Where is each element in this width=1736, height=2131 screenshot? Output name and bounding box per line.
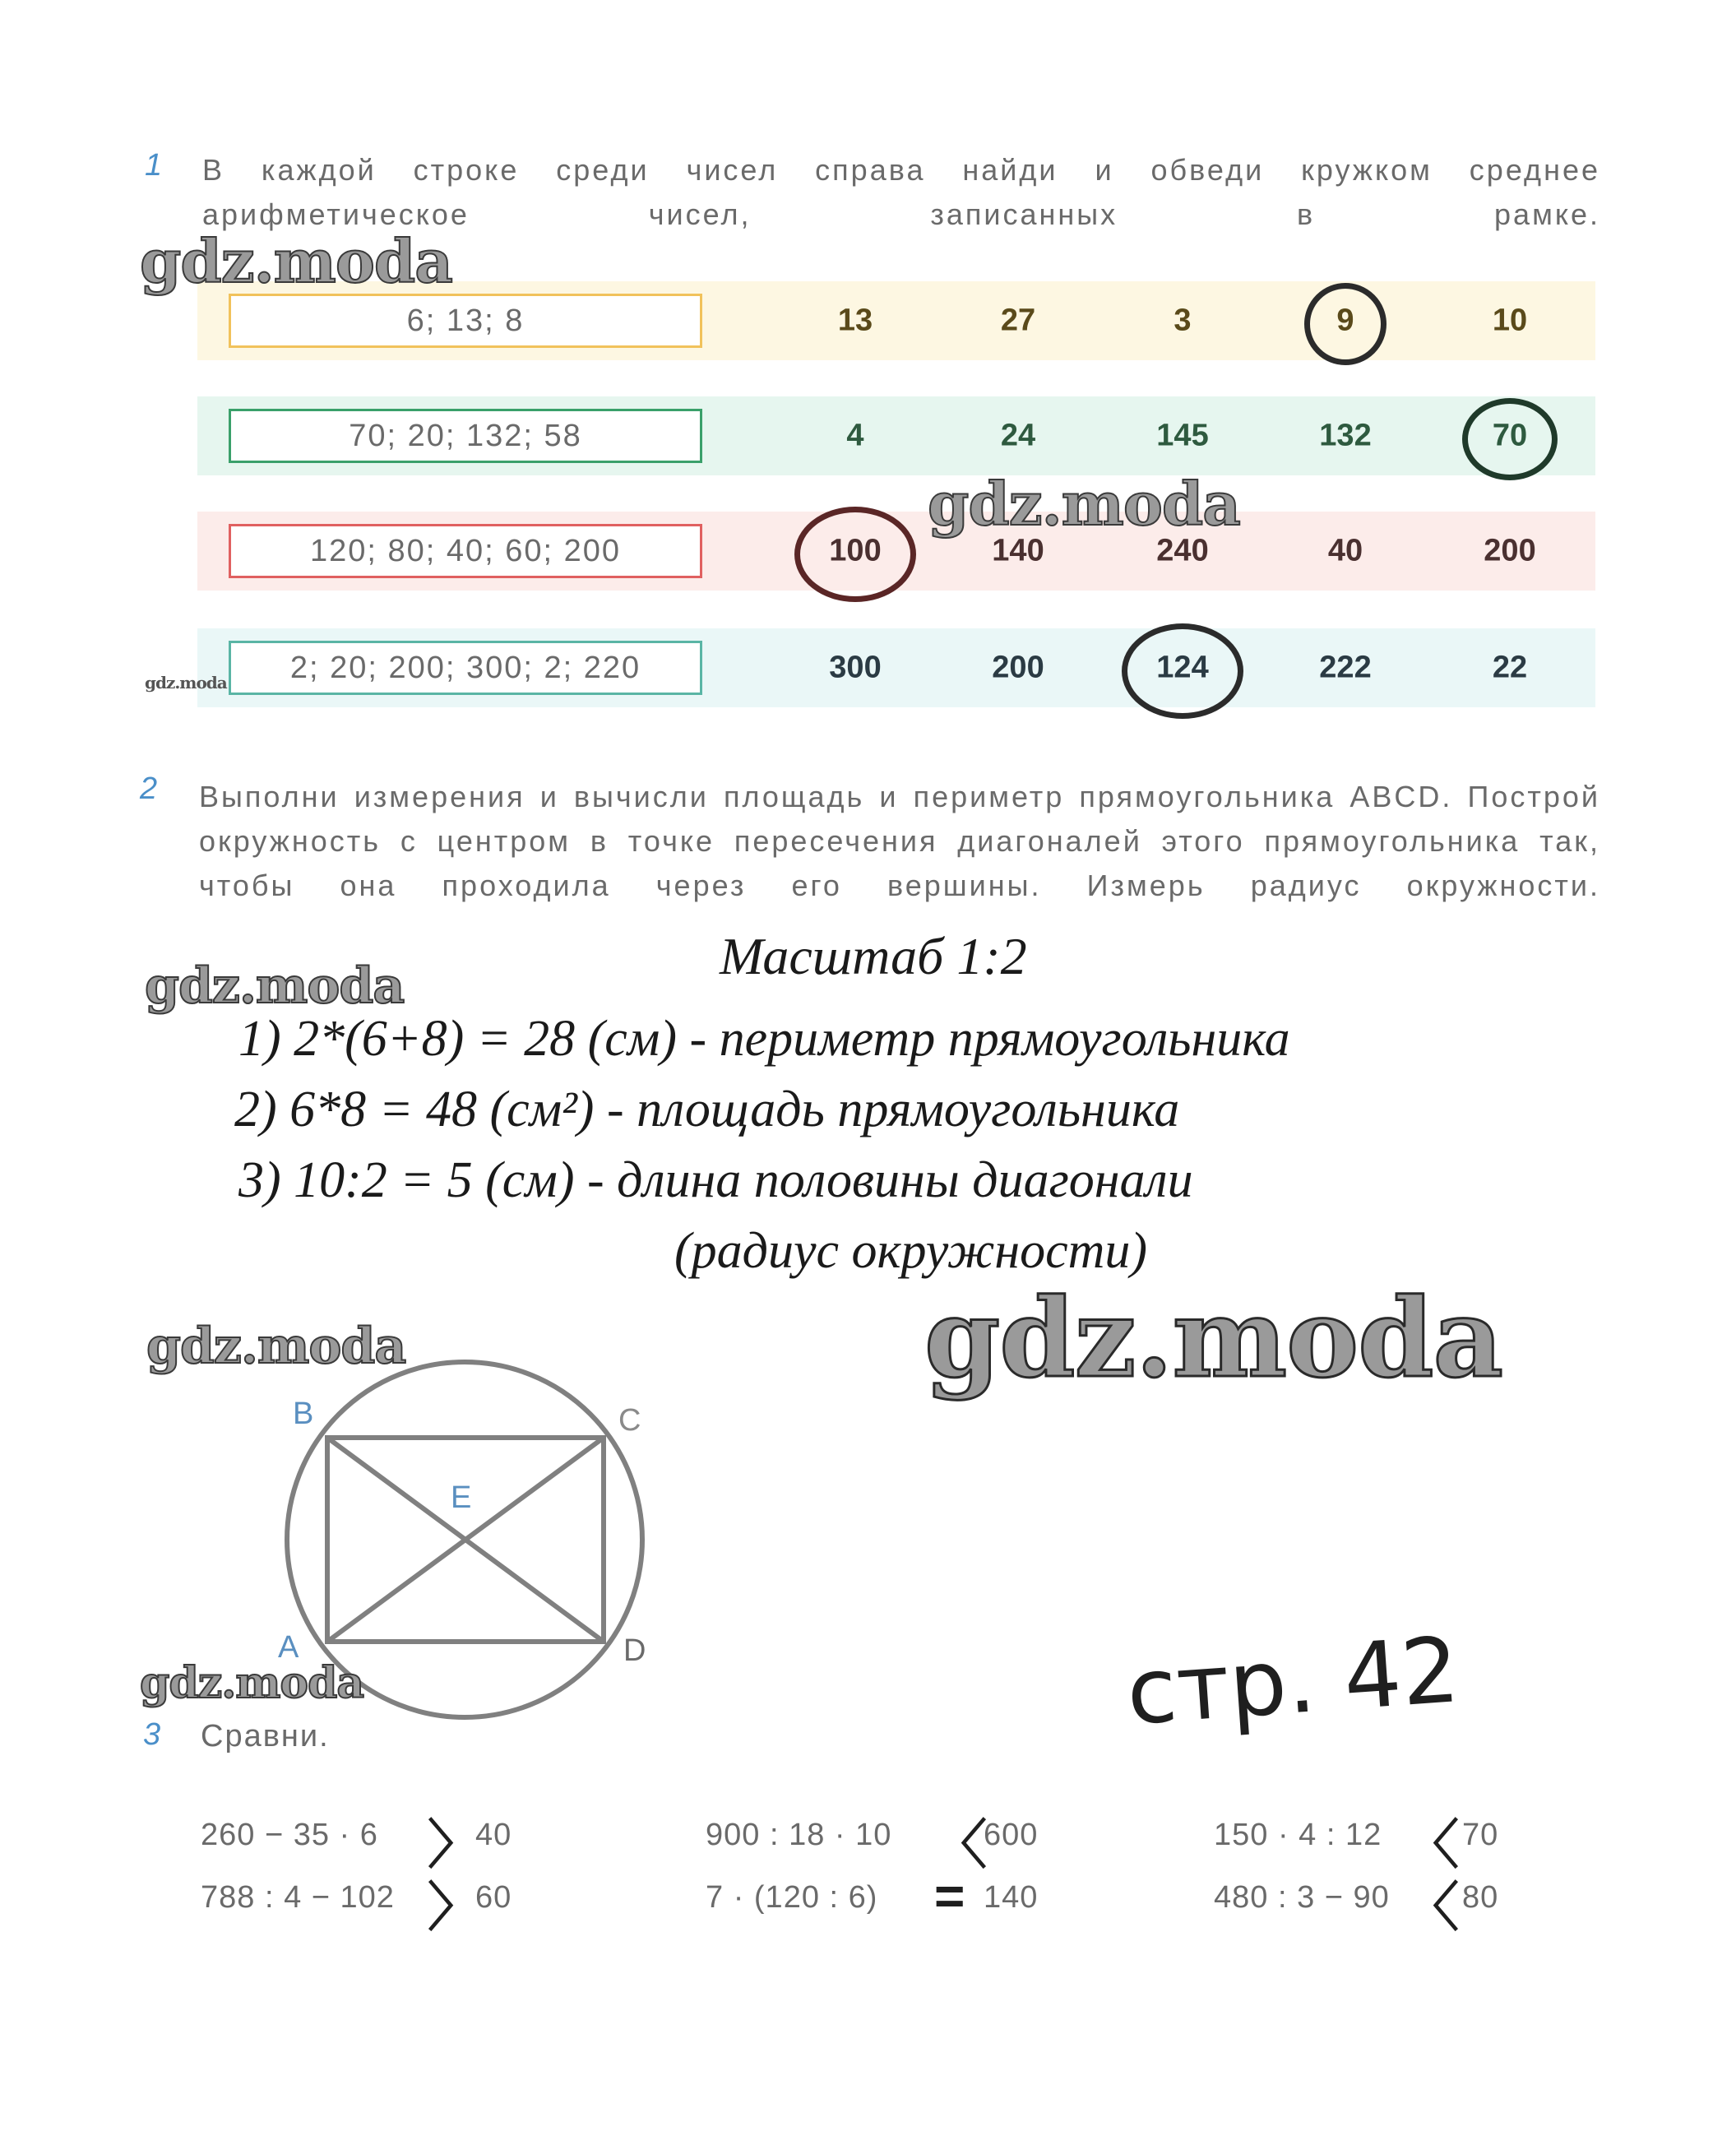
comparison-right: 60 [475, 1880, 512, 1915]
option-number[interactable]: 27 [1000, 303, 1036, 338]
point-d-label: D [623, 1633, 646, 1668]
option-number[interactable]: 24 [1000, 418, 1036, 453]
answer-circle [794, 507, 916, 602]
comparison-sign[interactable]: 〉 [428, 1878, 480, 1937]
option-number[interactable]: 222 [1319, 650, 1372, 685]
task-1-text: В каждой строке среди чисел справа найди и обведи кружком среднее арифметическое чисел, записанных в рамке. [202, 153, 1600, 231]
scale-note: Масштаб 1:2 [720, 927, 1027, 985]
option-number[interactable]: 124 [1156, 650, 1209, 685]
task-3-number: 3 [143, 1717, 161, 1752]
number-box: 2; 20; 200; 300; 2; 220 [229, 641, 702, 695]
comparison-right: 600 [984, 1818, 1039, 1852]
task-1-number: 1 [145, 148, 163, 183]
answer-circle [1462, 398, 1558, 480]
page-note: стр. 42 [1123, 1617, 1463, 1745]
option-number[interactable]: 70 [1492, 418, 1528, 453]
watermark-3: gdz.moda [145, 673, 227, 693]
comparison-sign[interactable]: 〉 [428, 1815, 480, 1874]
comparison-sign[interactable]: 〈 [1406, 1878, 1459, 1937]
comparison-sign[interactable]: 〈 [934, 1815, 987, 1874]
point-a-label: A [278, 1630, 299, 1665]
point-c-label: C [618, 1403, 641, 1438]
watermark-4: gdz.moda [145, 957, 405, 1015]
comparison-sign[interactable]: = [934, 1866, 965, 1925]
answer-circle [1304, 283, 1386, 365]
comparison-right: 140 [984, 1880, 1039, 1915]
solution-line-1: 1) 2*(6+8) = 28 (см) - периметр прямоугольника [238, 1011, 1290, 1067]
comparison-left: 900 : 18 · 10 [706, 1818, 892, 1852]
comparison-left: 7 · (120 : 6) [706, 1880, 878, 1915]
option-number[interactable]: 200 [1484, 533, 1536, 568]
comparison-left: 788 : 4 − 102 [201, 1880, 395, 1915]
option-number[interactable]: 200 [992, 650, 1044, 685]
number-box: 120; 80; 40; 60; 200 [229, 524, 702, 578]
number-box: 6; 13; 8 [229, 294, 702, 348]
watermark-1: gdz.moda [140, 226, 452, 296]
watermark-2: gdz.moda [928, 469, 1240, 539]
comparison-right: 70 [1462, 1818, 1499, 1852]
option-number[interactable]: 22 [1492, 650, 1528, 685]
comparison-left: 480 : 3 − 90 [1214, 1880, 1390, 1915]
option-number[interactable]: 4 [846, 418, 864, 453]
option-number[interactable]: 145 [1156, 418, 1209, 453]
option-number[interactable]: 100 [829, 533, 882, 568]
number-box: 70; 20; 132; 58 [229, 409, 702, 463]
option-number[interactable]: 240 [1156, 533, 1209, 568]
option-number[interactable]: 132 [1319, 418, 1372, 453]
option-number[interactable]: 3 [1174, 303, 1192, 338]
solution-line-2: 2) 6*8 = 48 (см²) - площадь прямоугольника [234, 1082, 1180, 1137]
point-e-label: E [451, 1480, 472, 1515]
watermark-5: gdz.moda [146, 1318, 406, 1375]
comparison-sign[interactable]: 〈 [1406, 1815, 1459, 1874]
comparison-right: 80 [1462, 1880, 1499, 1915]
option-number[interactable]: 10 [1492, 303, 1528, 338]
point-b-label: B [293, 1397, 314, 1431]
watermark-7: gdz.moda [140, 1658, 364, 1708]
comparison-right: 40 [475, 1818, 512, 1852]
task-2-text: Выполни измерения и вычисли площадь и периметр прямоугольника ABCD. Построй окружность с центром в точке пересечения диагоналей этого прямоугольника так, чтобы она проходила через его вершины. Измерь радиус окружности. [199, 780, 1600, 902]
option-number[interactable]: 9 [1336, 303, 1354, 338]
watermark-6: gdz.moda [924, 1275, 1503, 1402]
option-number[interactable]: 300 [829, 650, 882, 685]
comparison-left: 260 − 35 · 6 [201, 1818, 378, 1852]
task-2-number: 2 [140, 771, 158, 806]
task-3-title: Сравни. [201, 1719, 330, 1753]
solution-line-4: (радиус окружности) [674, 1223, 1148, 1279]
option-number[interactable]: 140 [992, 533, 1044, 568]
option-number[interactable]: 13 [837, 303, 873, 338]
answer-circle [1122, 623, 1243, 719]
solution-line-3: 3) 10:2 = 5 (см) - длина половины диагонали [238, 1152, 1193, 1208]
option-number[interactable]: 40 [1327, 533, 1363, 568]
comparison-left: 150 · 4 : 12 [1214, 1818, 1382, 1852]
